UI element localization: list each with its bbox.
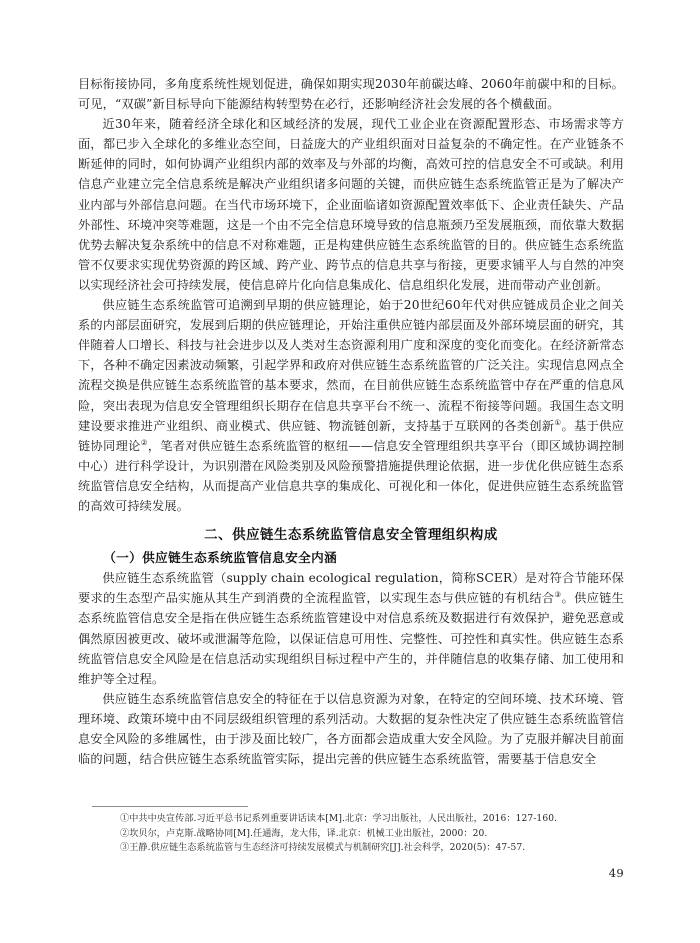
footnote-marker: ③ [120, 843, 130, 854]
footnote-item [78, 812, 624, 827]
paragraph-4-part-c: 。供应链生态系统监管信息安全是指在供应链生态系统监管建设中对信息系统及数据进行有效保护，避免恶意或偶然原因被更改、破坏或泄漏等危险，以保证信息可用性、完整性、可控性和真实性。供应链生态系统监管信息安全风险是在信息活动实现组织目标过程中产生的，并伴随信息的收集存储、加工使用和维护等全过程。 [78, 591, 625, 686]
paragraph-3 [78, 295, 624, 516]
page-number: 49 [608, 866, 624, 880]
footnote-item [78, 841, 624, 856]
paragraph-5: 供应链生态系统监管信息安全的特征在于以信息资源为对象，在特定的空间环境、技术环境、管理环境、政策环境中由不同层级组织管理的系列活动。大数据的复杂性决定了供应链生态系统监管信息安全风险的多维属性，由于涉及面比较广，各方面都会造成重大安全风险。为了克服并解决目前面临的问题，结合供应链生态系统监管实际，提出完善的供应链生态系统监管，需要基于信息安全 [78, 691, 624, 767]
paragraph-4-part-a: 供应链生态系统监管（ [102, 571, 227, 586]
footnote-marker: ② [120, 828, 130, 839]
footnote-ref-3[interactable]: ③ [554, 590, 562, 600]
paragraph-4 [78, 568, 624, 689]
footnote-ref-2[interactable]: ② [140, 437, 148, 447]
paragraph-3-part-c: ，笔者对供应链生态系统监管的枢纽——信息安全管理组织共享平台（即区域协调控制中心）进行科学设计，为识别潜在风险类别及风险预警措施提供理论依据，进一步优化供应链生态系统监管信息安全结构，从而提高产业信息共享的集成化、可视化和一体化，促进供应链生态系统监管的高效可持续发展。 [78, 438, 625, 513]
paragraph-continued: 目标衔接协同，多角度系统性规划促进，确保如期实现2030年前碳达峰、2060年前碳中和的目标。可见，“双碳”新目标导向下能源结构转型势在必行，还影响经济社会发展的各个横截面。 [78, 77, 624, 112]
footnote-list [78, 812, 624, 856]
footnote-item [78, 827, 624, 842]
paragraph-3-part-a: 供应链生态系统监管可追溯到早期的供应链理论，始于20世纪60年代对供应链成员企业之间关系的内部层面研究，发展到后期的供应链理论，开始注重供应链内部层面及外部环境层面的研究，其伴随着人口增长、科技与社会进步以及人类对生态资源利用广度和深度的变化而变化。在经济新常态下，各种不确定因素波动频繁，引起学界和政府对供应链生态系统监管的广泛关注。实现信息网点全流程交换是供应链生态系统监管的基本要求，然而，在目前供应链生态系统监管中存在严重的信息风险，突出表现为信息安全管理组织长期存在信息共享平台不统一、流程不衔接等问题。我国生态文明建设要求推进产业组织、商业模式、供应链、物流链创新，支持基于互联网的各类创新 [78, 298, 624, 433]
footnote-divider [92, 806, 248, 807]
footnote-ref-1[interactable]: ① [554, 417, 562, 427]
footnote-text: 中共中央宣传部.习近平总书记系列重要讲话读本[M].北京：学习出版社，人民出版社，2016：127-160. [129, 814, 558, 824]
footnote-text: 坎贝尔，卢克斯.战略协同[M].任通海，龙大伟，译.北京：机械工业出版社，2000：20. [129, 828, 488, 839]
footnote-marker: ① [120, 814, 130, 824]
paragraph-2: 近30年来，随着经济全球化和区域经济的发展，现代工业企业在资源配置形态、市场需求等方面，都已步入全球化的多维业态空间，日益庞大的产业组织面对日益复杂的不确定性。在产业链条不断延伸的同时，如何协调产业组织内部的效率及与外部的均衡，高效可控的信息安全不可或缺。利用信息产业建立完全信息系统是解决产业组织诸多问题的关键，而供应链生态系统监管正是为了解决产业内部与外部信息问题。在当代市场环境下，企业面临诸如资源配置效率低下、企业责任缺失、产品外部性、环境冲突等难题，这是一个由不完全信息环境导致的信息瓶颈乃至发展瓶颈，而依靠大数据优势去解决复杂系统中的信息不对称难题，正是构建供应链生态系统监管的目的。供应链生态系统监管不仅要求实现优势资源的跨区域、跨产业、跨节点的信息共享与衔接，更要求铺平人与自然的冲突以实现经济社会可持续发展，使信息碎片化向信息集成化、信息组织化发展，进而带动产业创新。 [78, 117, 624, 292]
heading-spacer-top [78, 516, 624, 526]
section-heading: 二、供应链生态系统监管信息安全管理组织构成 [204, 528, 498, 544]
footnote-text: 王静.供应链生态系统监管与生态经济可持续发展模式与机制研究[J].社会科学，2020(5)：47-57. [129, 843, 526, 854]
paragraph-4-part-b: ，简称SCER）是对符合节能环保要求的生态型产品实施从其生产到消费的全流程监管，以实现生态与供应链的有机结合 [78, 571, 624, 606]
page-body-content [78, 74, 624, 769]
paragraph-3-part-b: 。基于供应链协同理论 [78, 418, 625, 453]
footnote-zone [78, 806, 624, 856]
sub-heading: （一）供应链生态系统监管信息安全内涵 [103, 550, 338, 566]
latin-term-scer: supply chain ecological regulation [226, 571, 439, 586]
